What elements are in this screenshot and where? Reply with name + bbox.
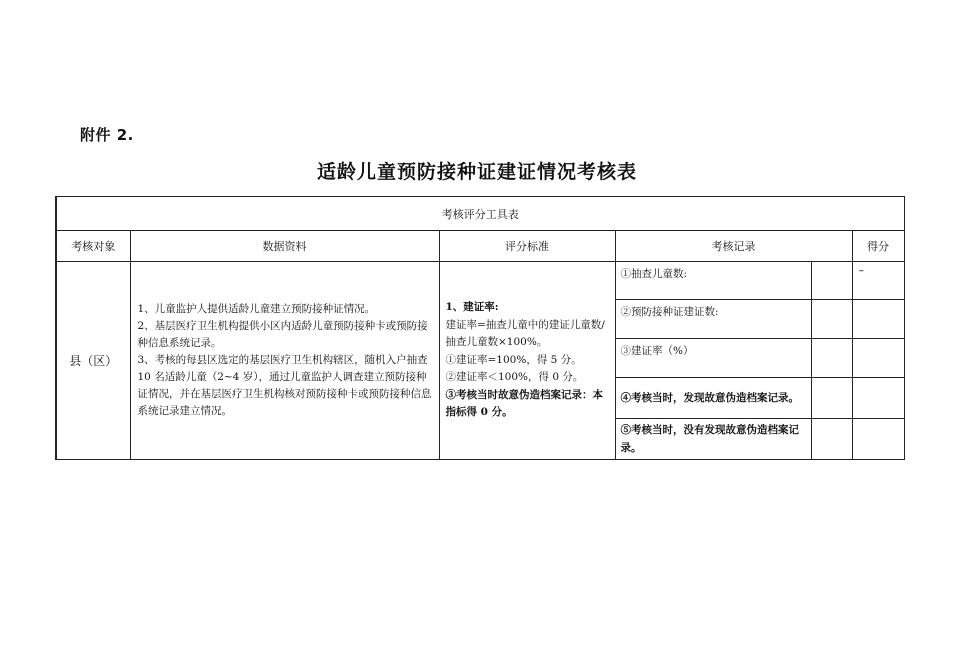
criteria-rule-full: ①建证率=100%，得 5 分。 bbox=[445, 353, 582, 366]
table-caption: 考核评分工具表 bbox=[56, 197, 904, 231]
record-value bbox=[811, 419, 852, 460]
criteria-rule-fraud: ③考核当时故意伪造档案记录：本指标得 0 分。 bbox=[445, 388, 603, 419]
record-value bbox=[811, 300, 852, 339]
document-title: 适龄儿童预防接种证建证情况考核表 bbox=[316, 161, 637, 183]
material-item: 3、考核的每县区选定的基层医疗卫生机构辖区，随机入户抽查 10 名适龄儿童（2~4 岁），通过儿童监护人调查建立预防接种证情况，并在基层医疗卫生机构核对预防接种卡或预防接种信息系统记录建立情况。 bbox=[137, 354, 432, 417]
assessment-table bbox=[55, 196, 905, 460]
record-value bbox=[811, 262, 852, 300]
score-value bbox=[852, 378, 904, 419]
caption-row bbox=[56, 197, 904, 231]
score-value bbox=[852, 419, 904, 460]
criteria-formula: 建证率=抽查儿童中的建证儿童数/抽查儿童数×100%。 bbox=[445, 318, 605, 349]
score-value: – bbox=[852, 262, 904, 300]
criteria-heading: 1、建证率: bbox=[445, 301, 499, 314]
header-score: 得分 bbox=[852, 231, 904, 262]
record-label: ①抽查儿童数: bbox=[615, 262, 811, 300]
record-label: ③建证率（%） bbox=[615, 339, 811, 378]
material-item: 2、基层医疗卫生机构提供小区内适龄儿童预防接种卡或预防接种信息系统记录。 bbox=[137, 320, 428, 349]
score-value bbox=[852, 339, 904, 378]
record-label: ⑤考核当时，没有发现故意伪造档案记录。 bbox=[615, 419, 811, 460]
record-label: ④考核当时，发现故意伪造档案记录。 bbox=[615, 378, 811, 419]
scoring-criteria bbox=[439, 262, 615, 460]
score-value bbox=[852, 300, 904, 339]
record-value bbox=[811, 339, 852, 378]
header-records: 考核记录 bbox=[615, 231, 852, 262]
header-materials: 数据资料 bbox=[130, 231, 439, 262]
record-label: ②预防接种证建证数: bbox=[615, 300, 811, 339]
assessment-target: 县（区） bbox=[56, 262, 130, 460]
table-row bbox=[56, 262, 904, 300]
record-value bbox=[811, 378, 852, 419]
material-item: 1、儿童监护人提供适龄儿童建立预防接种证情况。 bbox=[137, 303, 376, 315]
criteria-rule-less: ②建证率＜100%，得 0 分。 bbox=[445, 371, 584, 384]
data-materials bbox=[130, 262, 439, 460]
header-row bbox=[56, 231, 904, 262]
header-target: 考核对象 bbox=[56, 231, 130, 262]
header-criteria: 评分标准 bbox=[439, 231, 615, 262]
attachment-label: 附件 2. bbox=[80, 126, 134, 144]
